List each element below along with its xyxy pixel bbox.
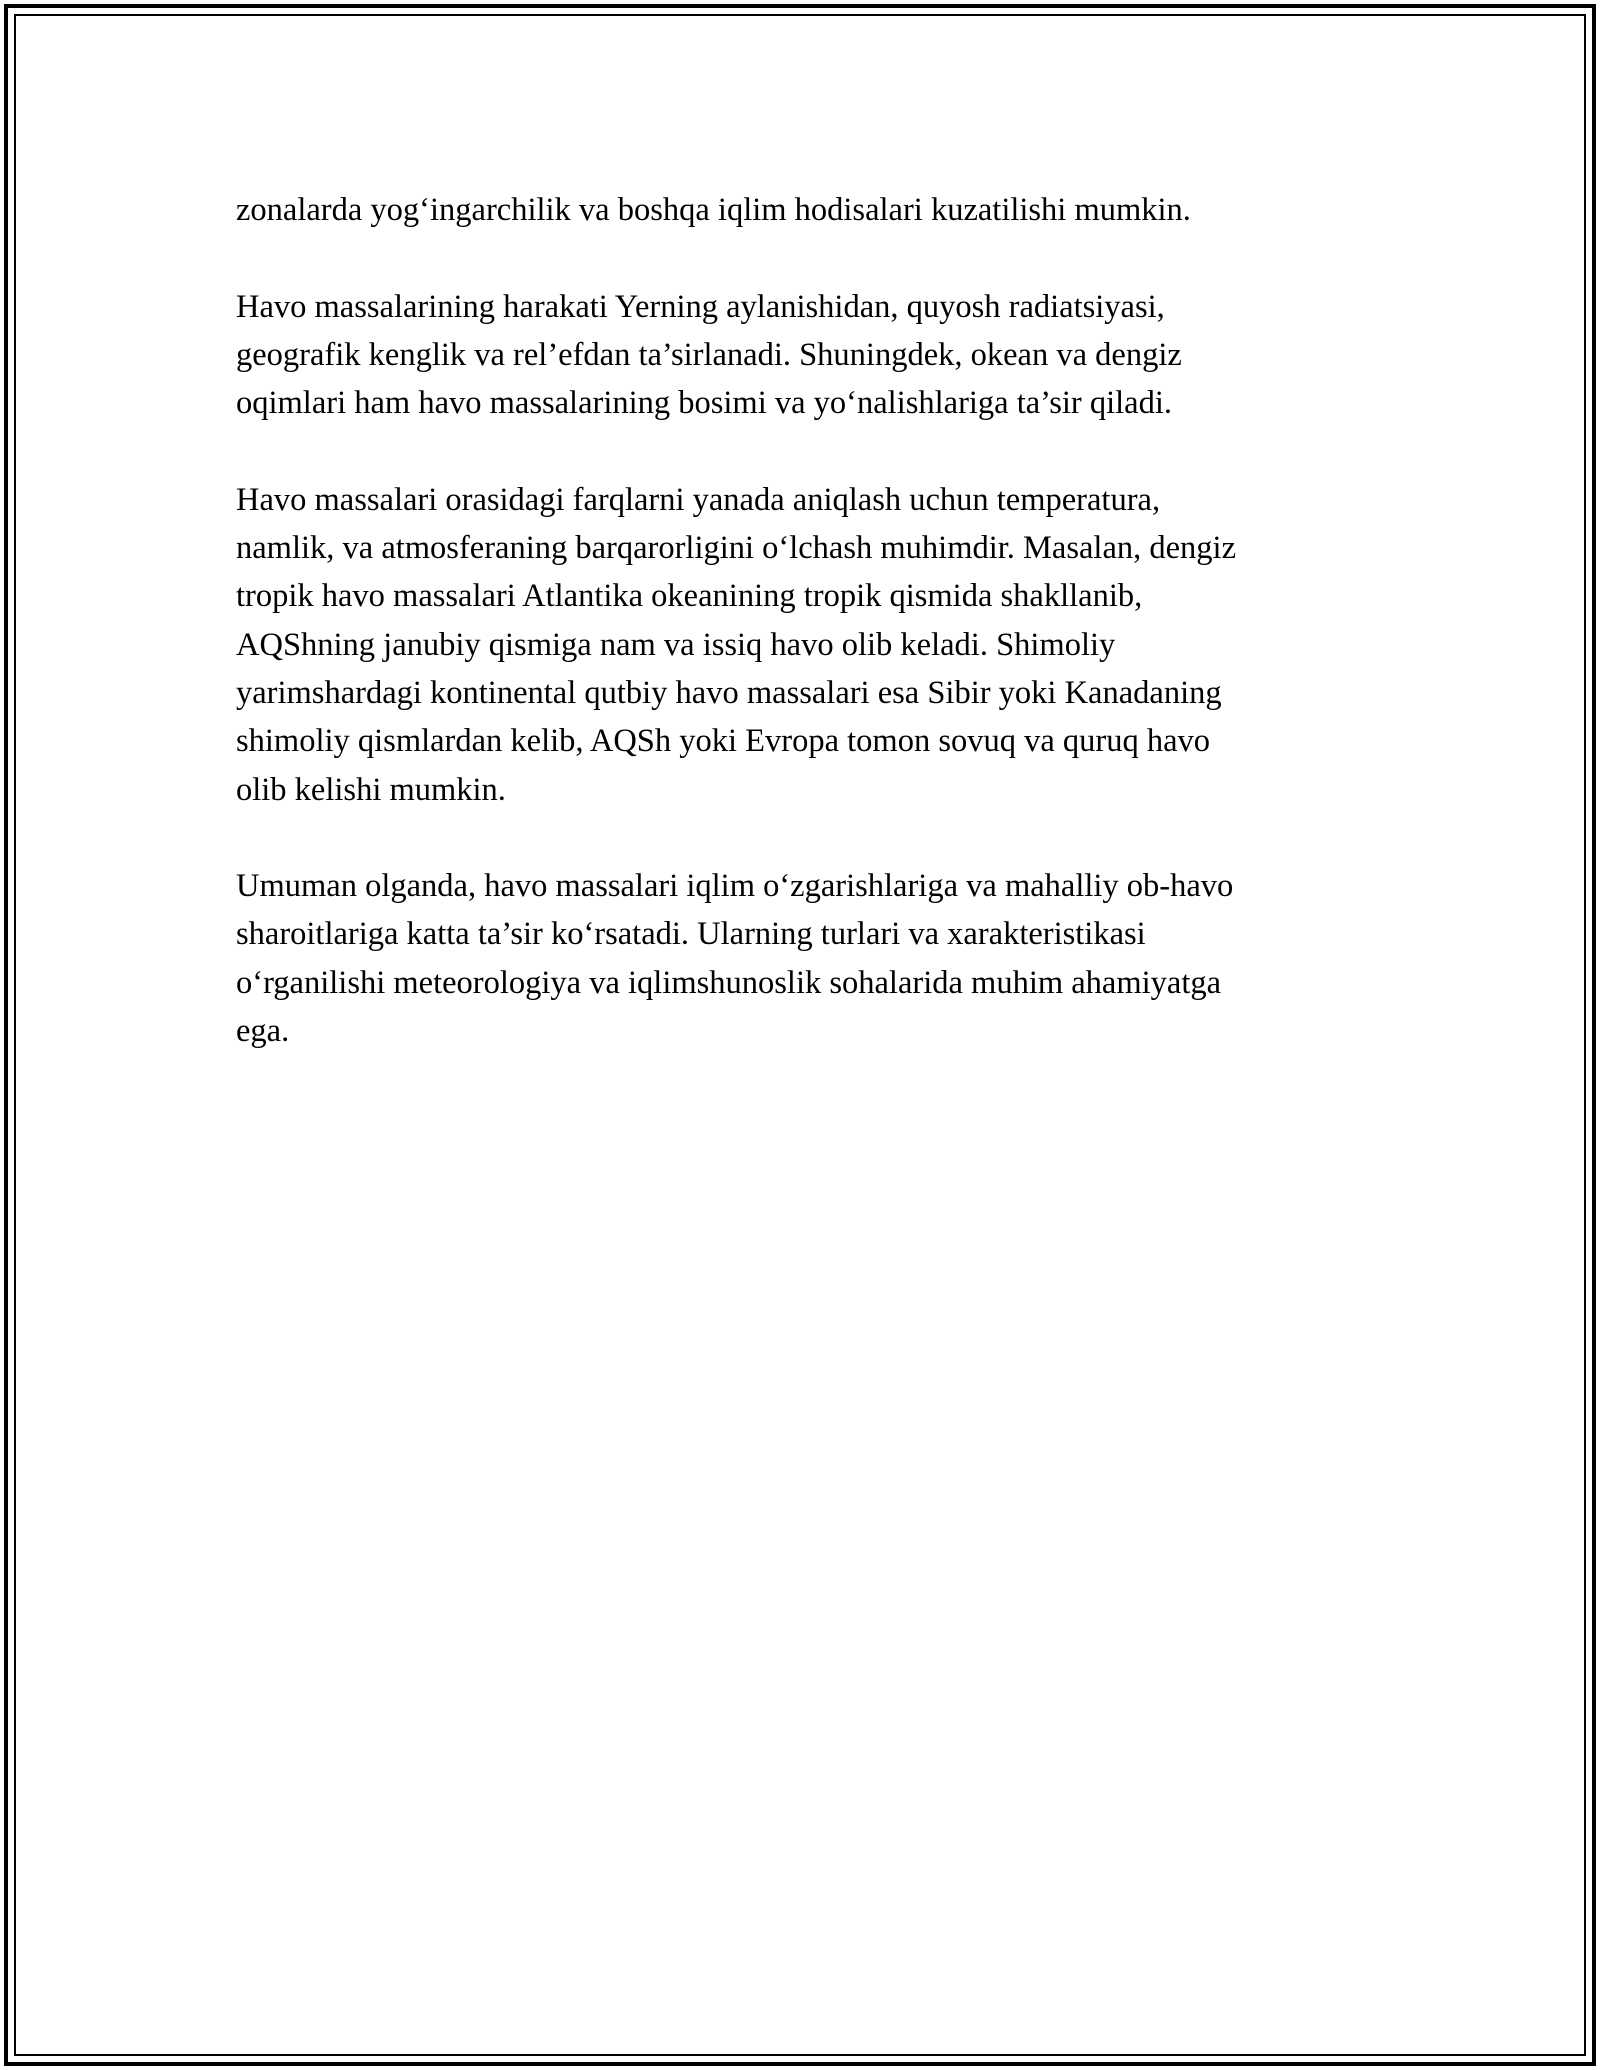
paragraph-4 — [236, 862, 1376, 1055]
paragraph-2 — [236, 283, 1376, 428]
text-line: zonalarda yog‘ingarchilik va boshqa iqlim hodisalari kuzatilishi mumkin. — [236, 192, 1191, 228]
text-line: tropik havo massalari Atlantika okeanining tropik qismida shakllanib, — [236, 578, 1143, 615]
text-line: Havo massalari orasidagi farqlarni yanada aniqlash uchun temperatura, — [236, 481, 1161, 518]
text-line: Umuman olganda, havo massalari iqlim o‘zgarishlariga va mahalliy ob-havo — [236, 868, 1234, 905]
text-line: o‘rganilishi meteorologiya va iqlimshunoslik sohalarida muhim ahamiyatga — [236, 964, 1222, 1001]
text-line: shimoliy qismlardan kelib, AQSh yoki Evropa tomon sovuq va quruq havo — [236, 723, 1211, 760]
text-line: yarimshardagi kontinental qutbiy havo massalari esa Sibir yoki Kanadaning — [236, 674, 1222, 711]
document-body — [236, 186, 1376, 1104]
text-line: oqimlari ham havo massalarining bosimi va yo‘nalishlariga ta’sir qiladi. — [236, 385, 1172, 422]
text-line: Havo massalarining harakati Yerning aylanishidan, quyosh radiatsiyasi, — [236, 288, 1165, 325]
paragraph-1 — [236, 186, 1376, 234]
paragraph-3 — [236, 476, 1376, 814]
text-line: namlik, va atmosferaning barqarorligini o‘lchash muhimdir. Masalan, dengiz — [236, 530, 1237, 567]
text-line: AQShning janubiy qismiga nam va issiq havo olib keladi. Shimoliy — [236, 626, 1116, 663]
text-line: ega. — [236, 1013, 290, 1050]
text-line: geografik kenglik va rel’efdan ta’sirlanadi. Shuningdek, okean va dengiz — [236, 336, 1182, 373]
text-line: sharoitlariga katta ta’sir ko‘rsatadi. Ularning turlari va xarakteristikasi — [236, 916, 1146, 953]
text-line: olib kelishi mumkin. — [236, 771, 506, 808]
